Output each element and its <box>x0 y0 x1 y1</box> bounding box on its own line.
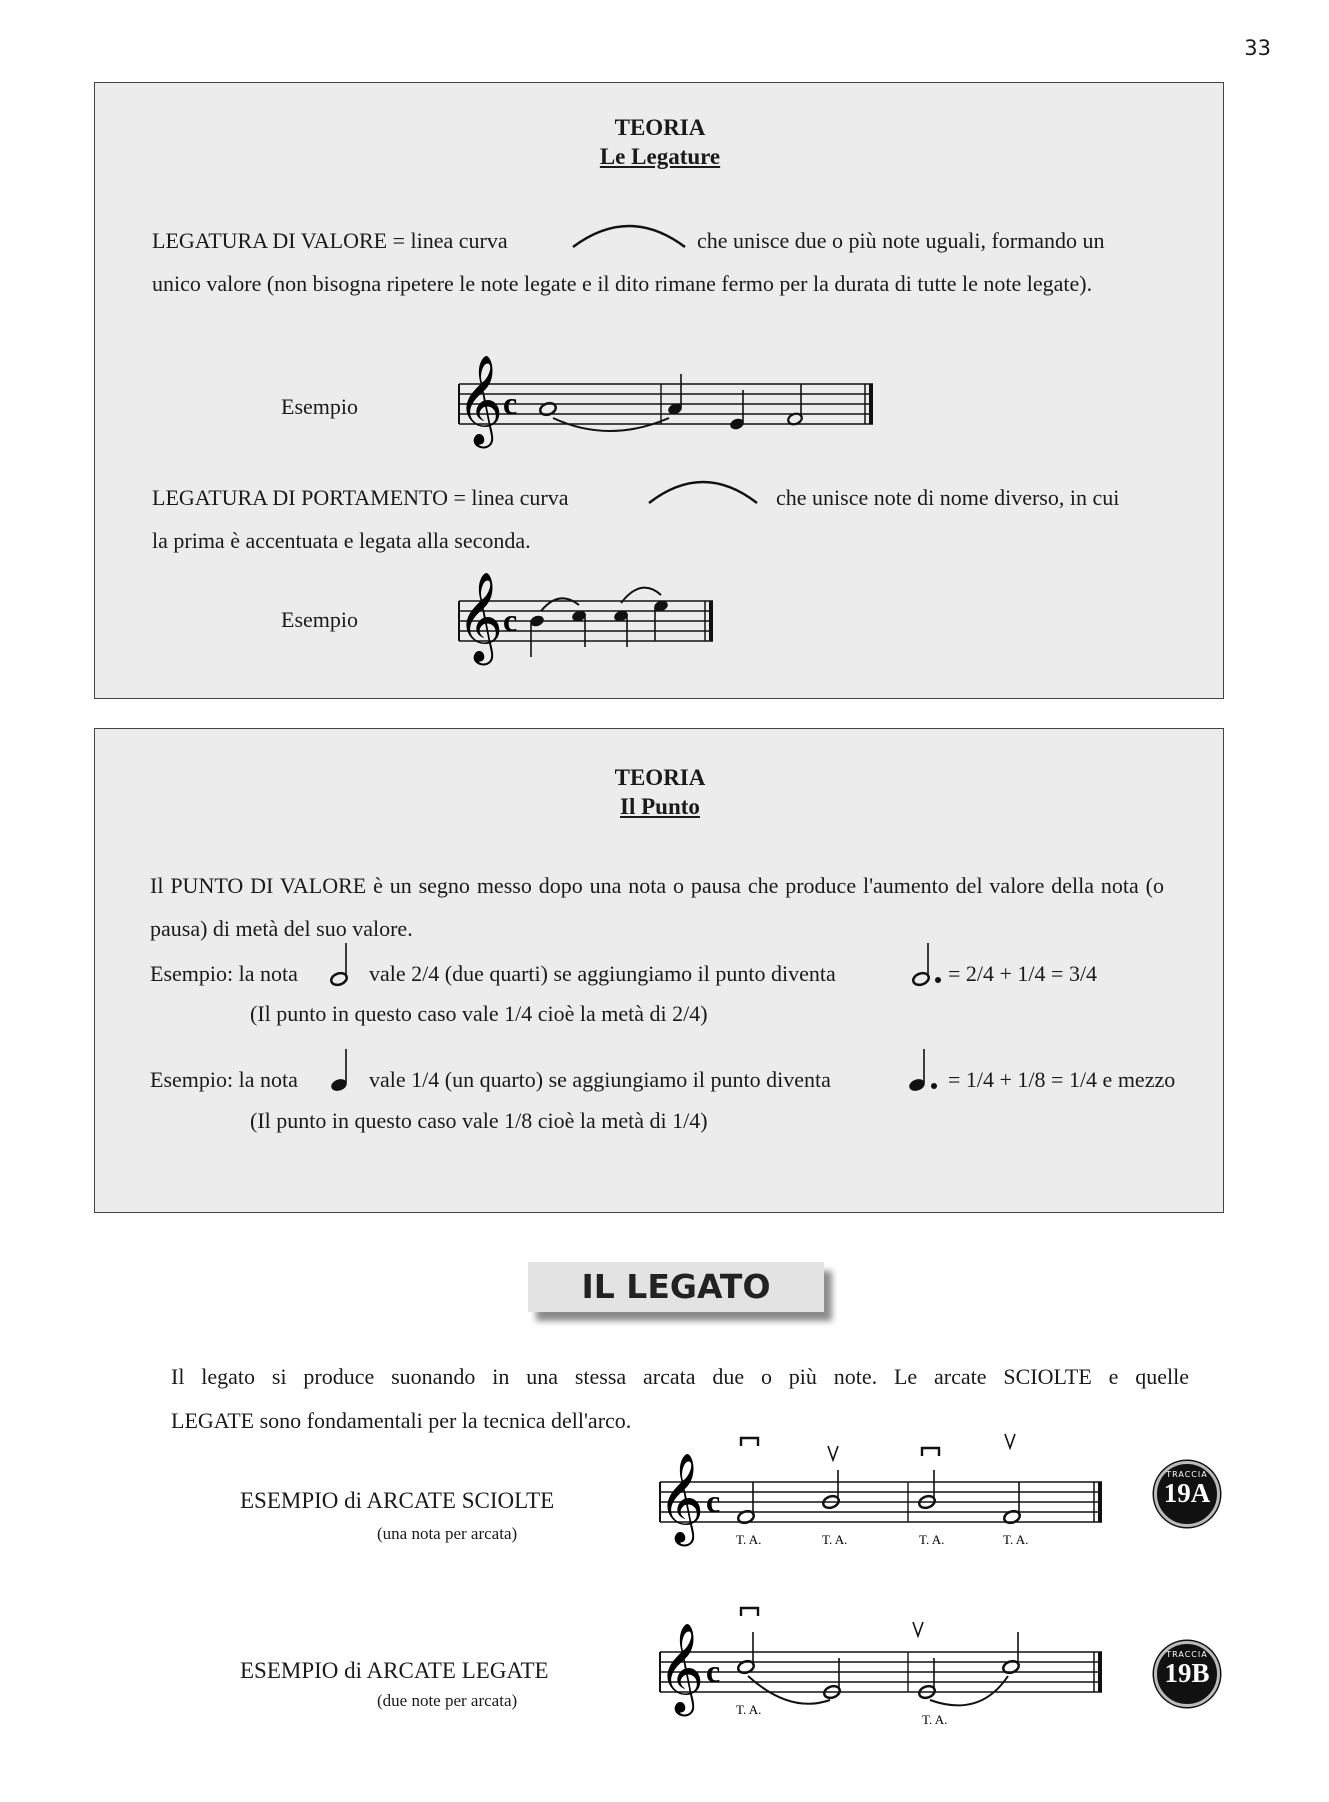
track-label: TRACCIA <box>1166 1470 1208 1479</box>
slur-curve-icon <box>647 469 759 509</box>
tie-curve-icon <box>571 213 687 253</box>
svg-text:c: c <box>706 1653 721 1689</box>
punto-example-2-c: = 1/4 + 1/8 = 1/4 e mezzo <box>948 1067 1176 1092</box>
svg-text:c: c <box>503 602 518 638</box>
track-label: TRACCIA <box>1166 1650 1208 1659</box>
punto-example-1-note: (Il punto in questo caso vale 1/4 cioè la metà di 2/4) <box>250 1001 708 1026</box>
box-heading <box>95 113 1225 171</box>
theory-box-punto <box>94 728 1224 1213</box>
music-staff-example-portamento <box>449 573 719 673</box>
punto-example-2-b: vale 1/4 (un quarto) se aggiungiamo il punto diventa <box>369 1067 831 1092</box>
svg-text:𝄞: 𝄞 <box>457 356 504 443</box>
arcate-legate-note: (due note per arcata) <box>377 1691 518 1710</box>
track-number: 19A <box>1163 1478 1211 1508</box>
punto-example-1-b: vale 2/4 (due quarti) se aggiungiamo il punto diventa <box>369 961 836 986</box>
ta-label: T. A. <box>736 1532 762 1547</box>
box-heading <box>95 763 1225 821</box>
punto-intro: Il PUNTO DI VALORE è un segno messo dopo una nota o pausa che produce l'aumento del valore della nota (o pausa) di metà del suo valore. <box>150 873 1164 941</box>
music-staff-example-valore <box>449 356 879 456</box>
quarter-note-icon <box>327 1045 357 1095</box>
ta-label: T. A. <box>1003 1532 1029 1547</box>
dotted-half-note-icon <box>909 939 949 989</box>
ta-label: T. A. <box>922 1712 948 1727</box>
dotted-quarter-note-icon <box>905 1045 945 1095</box>
legatura-portamento-text: LEGATURA DI PORTAMENTO = linea curva <box>152 485 569 510</box>
legatura-portamento-desc: la prima è accentuata e legata alla seconda. <box>152 528 531 553</box>
page-number: 33 <box>1244 36 1271 60</box>
track-19a-badge <box>1154 1461 1220 1527</box>
track-19b-badge <box>1154 1641 1220 1707</box>
svg-text:𝄞: 𝄞 <box>457 573 504 660</box>
track-number: 19B <box>1164 1658 1210 1688</box>
half-note-icon <box>327 939 357 989</box>
punto-example-1-c: = 2/4 + 1/4 = 3/4 <box>948 961 1098 986</box>
svg-text:𝄞: 𝄞 <box>658 1454 705 1541</box>
legatura-valore-desc: unico valore (non bisogna ripetere le note legate e il dito rimane fermo per la durata di tutte le note legate). <box>152 271 1093 296</box>
ta-label: T. A. <box>736 1702 762 1717</box>
box-title: TEORIA <box>614 115 706 140</box>
legatura-valore-text-cont: che unisce due o più note uguali, formando un <box>697 228 1105 253</box>
music-staff-arcate-sciolte <box>650 1430 1110 1550</box>
theory-box-legature <box>94 82 1224 699</box>
legato-intro-line-2: LEGATE sono fondamentali per la tecnica dell'arco. <box>171 1408 632 1433</box>
ta-label: T. A. <box>822 1532 848 1547</box>
svg-text:𝄞: 𝄞 <box>658 1624 705 1711</box>
box-subtitle: Le Legature <box>599 144 721 169</box>
legato-intro-line-1: Il legato si produce suonando in una stessa arcata due o più note. Le arcate SCIOLTE e quelle <box>171 1364 1189 1389</box>
esempio-label: Esempio <box>281 394 358 419</box>
arcate-sciolte-label: ESEMPIO di ARCATE SCIOLTE <box>240 1488 555 1513</box>
esempio-label-2: Esempio <box>281 607 358 632</box>
punto-example-2-a: Esempio: la nota <box>150 1067 298 1092</box>
punto-example-2-note: (Il punto in questo caso vale 1/8 cioè la metà di 1/4) <box>250 1108 708 1133</box>
svg-text:c: c <box>503 385 518 421</box>
arcate-legate-label: ESEMPIO di ARCATE LEGATE <box>240 1658 549 1683</box>
section-title-banner: IL LEGATO <box>528 1262 824 1312</box>
punto-example-1-a: Esempio: la nota <box>150 961 298 986</box>
ta-label: T. A. <box>919 1532 945 1547</box>
arcate-sciolte-note: (una nota per arcata) <box>377 1524 518 1543</box>
music-staff-arcate-legate <box>650 1600 1110 1730</box>
svg-text:c: c <box>706 1483 721 1519</box>
box-title: TEORIA <box>614 765 706 790</box>
legatura-portamento-text-cont: che unisce note di nome diverso, in cui <box>776 485 1120 510</box>
box-subtitle: Il Punto <box>620 794 700 819</box>
legatura-valore-text: LEGATURA DI VALORE = linea curva <box>152 228 508 253</box>
